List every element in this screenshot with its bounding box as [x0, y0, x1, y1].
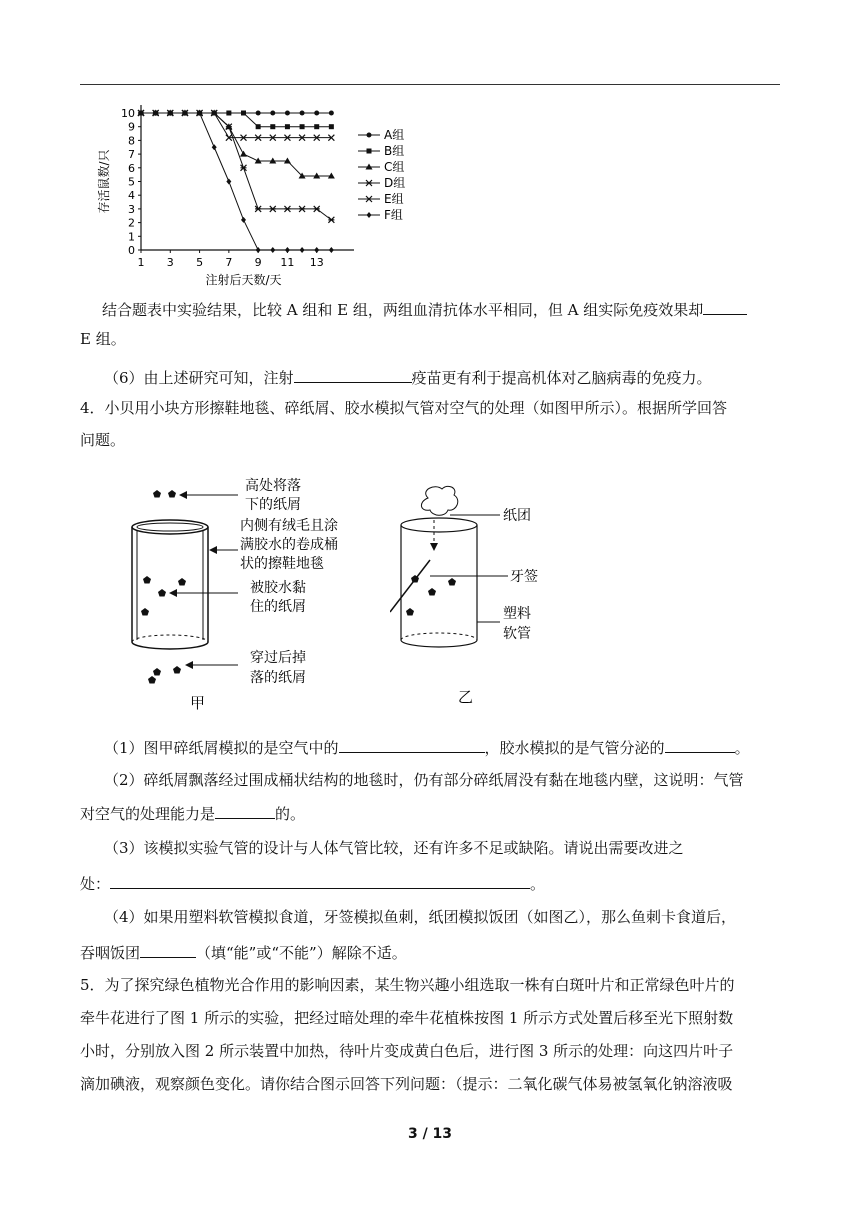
answer-1: [104, 736, 804, 758]
answer-blank[interactable]: [665, 736, 735, 753]
survival-line-chart: [96, 95, 426, 295]
data-point: [313, 173, 320, 179]
data-point: [255, 206, 261, 212]
text-a2a: （2）碎纸屑飘落经过围成桶状结构的地毯时，仍有部分碎纸屑没有黏在地毯内壁，这说明：气管: [104, 771, 744, 789]
x-tick-label: 9: [254, 256, 262, 269]
y-tick-label: 2: [128, 216, 135, 230]
x-tick-label: 1: [137, 256, 145, 269]
data-point: [328, 217, 334, 223]
data-point: [314, 111, 319, 116]
data-point: [299, 206, 305, 212]
callout-text: 满胶水的卷成桶: [240, 537, 338, 553]
legend-label: F组: [384, 208, 403, 222]
header-rule: [80, 84, 780, 85]
text-a2b: 对空气的处理能力是: [80, 805, 216, 823]
question-4-stem-2: [80, 430, 780, 450]
answer-blank[interactable]: [339, 736, 485, 753]
data-point: [284, 206, 290, 212]
data-point: [241, 165, 247, 171]
legend-marker: [367, 133, 372, 138]
x-axis-label: 注射后天数/天: [205, 273, 282, 287]
legend-marker: [367, 149, 372, 154]
y-tick-label: 9: [128, 120, 135, 134]
data-point: [329, 124, 334, 129]
data-point: [285, 124, 290, 129]
text-a3a: （3）该模拟实验气管的设计与人体气管比较，还有许多不足或缺陷。请说出需要改进之: [104, 839, 684, 857]
text-a1a: （1）图甲碎纸屑模拟的是空气中的: [104, 739, 339, 757]
data-point: [285, 247, 290, 253]
text-a2c: 的。: [275, 805, 306, 823]
y-tick-label: 4: [128, 189, 135, 203]
data-point: [226, 179, 231, 185]
x-tick-label: 5: [196, 256, 204, 269]
callout-text: 塑料: [503, 606, 531, 622]
question-6: [104, 366, 804, 388]
debris-dot: [153, 490, 161, 498]
x-tick-label: 7: [225, 256, 233, 269]
callout-text: 住的纸屑: [250, 599, 306, 615]
data-point: [241, 217, 246, 223]
y-tick-label: 0: [128, 244, 135, 257]
y-tick-label: 8: [128, 134, 135, 148]
data-point: [256, 124, 261, 129]
answer-2: [104, 770, 804, 790]
figure-label: 甲: [190, 694, 206, 712]
x-tick-label: 11: [280, 256, 295, 269]
answer-4b: [80, 941, 780, 963]
debris-dot: [168, 490, 176, 498]
data-point: [314, 124, 319, 129]
callout-text: 穿过后掉: [250, 650, 306, 666]
series-line: [141, 113, 331, 250]
data-point: [300, 111, 305, 116]
data-point: [300, 247, 305, 253]
callout-text: 内侧有绒毛且涂: [240, 518, 338, 534]
data-point: [241, 111, 246, 116]
question-5-line-4: [80, 1074, 780, 1094]
paper-ball: [421, 486, 457, 515]
data-point: [226, 111, 231, 116]
legend-label: E组: [384, 192, 404, 206]
text-a4a: （4）如果用塑料软管模拟食道，牙签模拟鱼刺，纸团模拟饭团（如图乙），那么鱼刺卡食道后，: [104, 908, 737, 926]
text-p1b: E 组。: [80, 330, 126, 348]
text-a3b: 处：: [80, 875, 111, 893]
question-4-stem: [80, 398, 780, 418]
figure-label: 乙: [458, 688, 474, 706]
callout-text: 高处将落: [245, 478, 301, 494]
y-tick-label: 10: [121, 107, 135, 120]
answer-3: [104, 838, 804, 858]
answer-2b: [80, 802, 780, 824]
text-a1b: ，胶水模拟的是气管分泌的: [484, 739, 665, 757]
callout-text: 软管: [503, 626, 531, 642]
callout-text: 下的纸屑: [245, 497, 301, 513]
y-tick-label: 6: [128, 161, 135, 175]
data-point: [285, 111, 290, 116]
answer-4: [104, 907, 804, 927]
text-q4b: 问题。: [80, 431, 126, 449]
answer-blank[interactable]: [140, 941, 196, 958]
text-q5d: 滴加碘液，观察颜色变化。请你结合图示回答下列问题：（提示：二氧化碳气体易被氢氧化钠溶液吸: [80, 1075, 733, 1093]
figure-yi: [390, 480, 560, 710]
data-point: [256, 111, 261, 116]
callout-text: 纸团: [503, 508, 531, 524]
text-a4c: （填“能”或“不能”）解除不适。: [196, 944, 407, 962]
legend-marker: [367, 212, 372, 218]
answer-3b: [80, 872, 780, 894]
legend-label: C组: [384, 160, 405, 174]
text-a4b: 吞咽饭团: [80, 944, 141, 962]
data-point: [270, 247, 275, 253]
y-tick-label: 5: [128, 175, 135, 189]
text-a3c: 。: [530, 875, 546, 893]
data-point: [300, 124, 305, 129]
callout-text: 落的纸屑: [250, 670, 306, 686]
data-point: [270, 111, 275, 116]
answer-blank[interactable]: [110, 872, 530, 889]
callout-text: 状的擦鞋地毯: [240, 556, 324, 572]
data-point: [314, 206, 320, 212]
page-number: 3 / 13: [407, 1126, 453, 1142]
data-point: [212, 144, 217, 150]
x-tick-label: 13: [309, 256, 324, 269]
data-point: [256, 247, 261, 253]
y-tick-label: 3: [128, 202, 135, 216]
text-a1c: 。: [734, 739, 750, 757]
text-p1a: 结合题表中实验结果，比较 A 组和 E 组，两组血清抗体水平相同，但 A 组实际免疫效果却: [102, 301, 704, 319]
paragraph-1b: [80, 329, 780, 349]
y-tick-label: 7: [128, 148, 135, 162]
question-5-line-3: [80, 1041, 780, 1061]
data-point: [314, 247, 319, 253]
legend-label: D组: [384, 176, 406, 190]
paragraph-1: [80, 298, 780, 320]
legend-label: B组: [384, 144, 405, 158]
answer-blank[interactable]: [703, 298, 747, 315]
y-tick-label: 1: [128, 230, 135, 244]
data-point: [329, 247, 334, 253]
toothpick: [390, 560, 430, 612]
data-point: [270, 206, 276, 212]
x-tick-label: 3: [166, 256, 174, 269]
callout-text: 被胶水黏: [250, 580, 306, 596]
legend-marker: [366, 180, 372, 186]
data-point: [270, 124, 275, 129]
data-point: [328, 173, 335, 179]
callout-text: 牙签: [510, 569, 538, 585]
question-5-line-1: [80, 975, 780, 995]
text-q5a: 5．为了探究绿色植物光合作用的影响因素，某生物兴趣小组选取一株有白斑叶片和正常绿色叶片的: [80, 976, 735, 994]
text-q5c: 小时，分别放入图 2 所示装置中加热，待叶片变成黄白色后，进行图 3 所示的处理：向这四片叶子: [80, 1042, 734, 1060]
answer-blank[interactable]: [294, 366, 412, 383]
text-q5b: 牵牛花进行了图 1 所示的实验，把经过暗处理的牵牛花植株按图 1 所示方式处置后移至光下照射数: [80, 1009, 734, 1027]
answer-blank[interactable]: [215, 802, 275, 819]
legend-label: A组: [384, 128, 405, 142]
data-point: [240, 151, 247, 157]
figure-jia: [120, 470, 370, 720]
text-p2a: （6）由上述研究可知，注射: [104, 369, 294, 387]
y-axis-label: 存活鼠数/只: [97, 149, 111, 214]
text-p2b: 疫苗更有利于提高机体对乙脑病毒的免疫力。: [411, 369, 712, 387]
data-point: [329, 111, 334, 116]
text-q4a: 4．小贝用小块方形擦鞋地毯、碎纸屑、胶水模拟气管对空气的处理（如图甲所示）。根据所学回答: [80, 399, 728, 417]
question-5-line-2: [80, 1008, 780, 1028]
series-line: [141, 113, 331, 176]
